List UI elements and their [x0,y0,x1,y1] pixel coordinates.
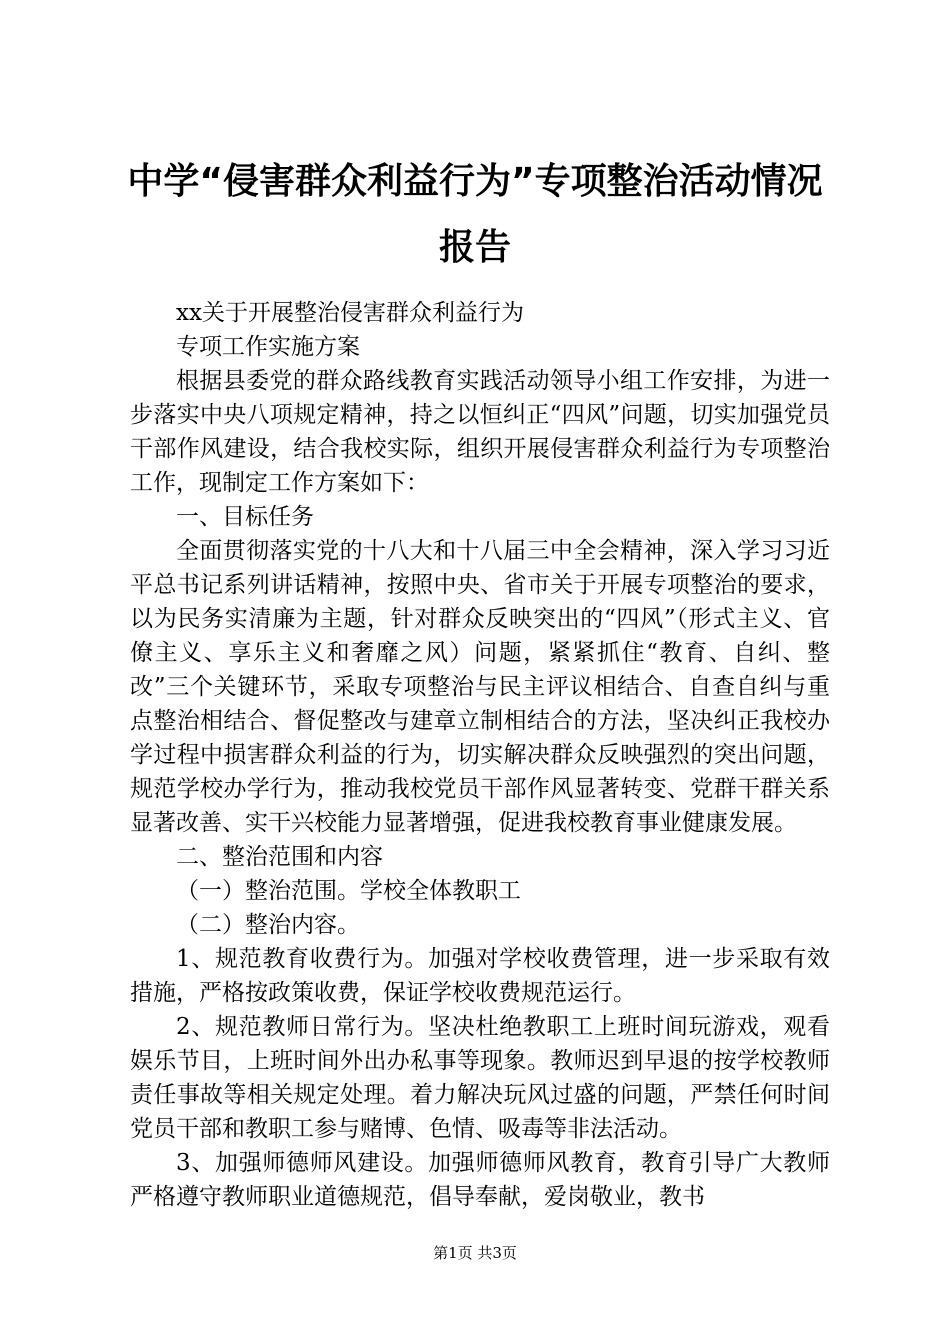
paragraph-subtitle-2: 专项工作实施方案 [176,334,360,360]
document-body [130,296,830,1214]
section-heading-scope: 二、整治范围和内容 [176,844,383,870]
paragraph-item-1: 1、规范教育收费行为。加强对学校收费管理，进一步采取有效措施，严格按政策收费，保证学校收费规范运行。 [130,946,830,1006]
paragraph-item-2: 2、规范教师日常行为。坚决杜绝教职工上班时间玩游戏，观看娱乐节目，上班时间外出办私事等现象。教师迟到早退的按学校教师责任事故等相关规定处理。着力解决玩风过盛的问题，严禁任何时间党员干部和教职工参与赌博、色情、吸毒等非法活动。 [130,1014,830,1142]
section-heading-goals: 一、目标任务 [176,504,314,530]
page-footer: 第1页 共3页 [433,1244,517,1262]
document-title-line-2: 报告 [438,227,511,268]
paragraph-subtitle-1: xx关于开展整治侵害群众利益行为 [176,300,524,326]
paragraph-content-heading: （二）整治内容。 [176,912,360,938]
paragraph-scope: （一）整治范围。学校全体教职工 [176,878,521,904]
document-title-line-1: 中学“侵害群众利益行为”专项整治活动情况 [127,161,823,202]
paragraph-intro: 根据县委党的群众路线教育实践活动领导小组工作安排，为进一步落实中央八项规定精神，持之以恒纠正“四风”问题，切实加强党员干部作风建设，结合我校实际，组织开展侵害群众利益行为专项整治工作，现制定工作方案如下： [130,368,830,496]
paragraph-item-3: 3、加强师德师风建设。加强师德师风教育，教育引导广大教师严格遵守教师职业道德规范，倡导奉献，爱岗敬业，教书 [130,1150,830,1210]
paragraph-goals: 全面贯彻落实党的十八大和十八届三中全会精神，深入学习习近平总书记系列讲话精神，按照中央、省市关于开展专项整治的要求，以为民务实清廉为主题，针对群众反映突出的“四风”（形式主义、官僚主义、享乐主义和奢靡之风）问题，紧紧抓住“教育、自纠、整改”三个关键环节，采取专项整治与民主评议相结合、自查自纠与重点整治相结合、督促整改与建章立制相结合的方法，坚决纠正我校办学过程中损害群众利益的行为，切实解决群众反映强烈的突出问题，规范学校办学行为，推动我校党员干部作风显著转变、党群干群关系显著改善、实干兴校能力显著增强，促进我校教育事业健康发展。 [130,538,830,836]
